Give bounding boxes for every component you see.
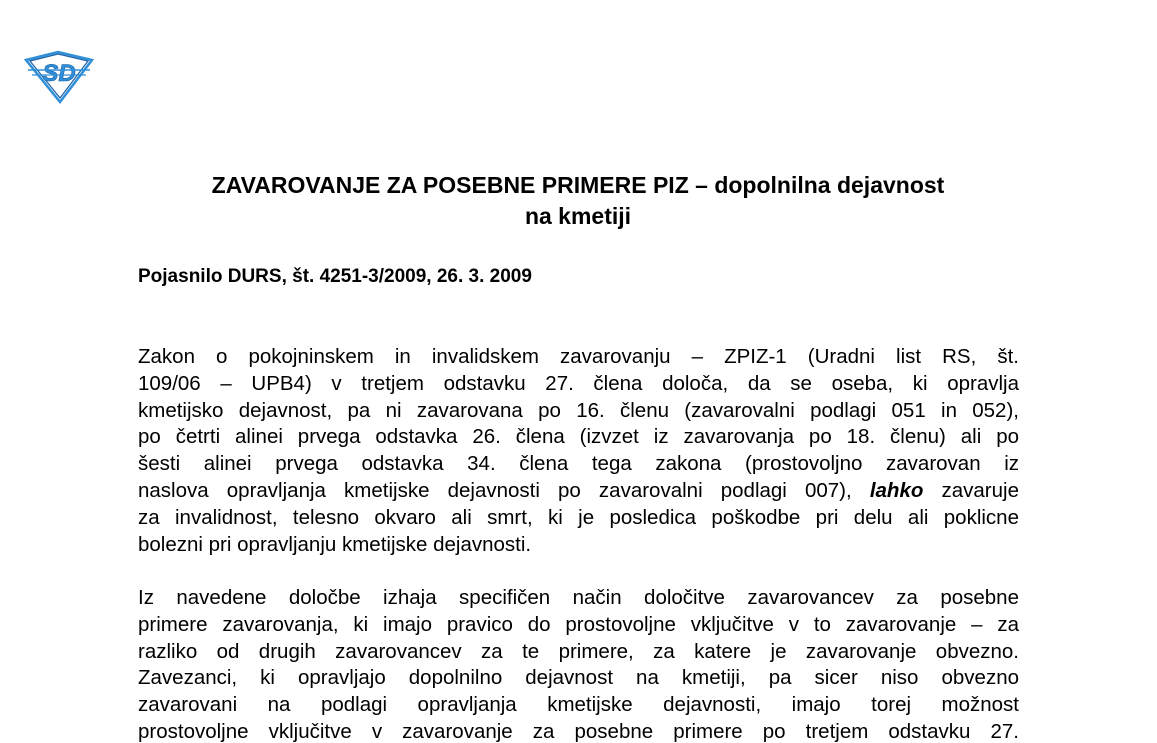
document-subtitle: Pojasnilo DURS, št. 4251-3/2009, 26. 3. 2009 — [138, 266, 532, 287]
line-text-after: zavaruje — [941, 478, 1019, 502]
paragraph-line: po četrti alinei prvega odstavka 26. člena (izvzet iz zavarovanja po 18. členu) ali po — [138, 425, 1019, 449]
title-line-1: ZAVAROVANJE ZA POSEBNE PRIMERE PIZ – dopolnilna dejavnost — [211, 172, 945, 198]
paragraph-line: kmetijsko dejavnost, pa ni zavarovana po 16. členu (zavarovalni podlagi 051 in 052), — [138, 398, 1019, 422]
line-text-before: naslova opravljanja kmetijske dejavnosti po zavarovalni podlagi 007), — [138, 478, 852, 502]
paragraph-line: šesti alinei prvega odstavka 34. člena tega zakona (prostovoljno zavarovan iz — [138, 452, 1019, 476]
paragraph-line: Zavezanci, ki opravljajo dopolnilno dejavnost na kmetiji, pa sicer niso obvezno — [138, 666, 1019, 690]
paragraph-line: razliko od drugih zavarovancev za te primere, za katere je zavarovanje obvezno. — [138, 639, 1019, 663]
paragraph-line: prostovoljne vključitve v zavarovanje za posebne primere po tretjem odstavku 27. — [138, 719, 1019, 743]
document-title — [138, 170, 1018, 232]
paragraph-line: 109/06 – UPB4) v tretjem odstavku 27. člena določa, da se oseba, ki opravlja — [138, 371, 1019, 395]
paragraph-line: primere zavarovanja, ki imajo pravico do prostovoljne vključitve v to zavarovanje – za — [138, 612, 1019, 636]
paragraph-line: Iz navedene določbe izhaja specifičen način določitve zavarovancev za posebne — [138, 586, 1019, 609]
paragraph-1 — [138, 344, 1019, 558]
sd-shield-logo-icon — [22, 50, 96, 104]
logo-letters: SD — [42, 60, 76, 87]
paragraph-line: Zakon o pokojninskem in invalidskem zavarovanju – ZPIZ-1 (Uradni list RS, št. — [138, 345, 1019, 368]
paragraph-line: zavarovani na podlagi opravljanja kmetijske dejavnosti, imajo torej možnost — [138, 693, 1019, 717]
paragraph-line: bolezni pri opravljanju kmetijske dejavnosti. — [138, 532, 532, 556]
title-line-2: na kmetiji — [524, 203, 632, 229]
paragraph-line: za invalidnost, telesno okvaro ali smrt, ki je posledica poškodbe pri delu ali poklicne — [138, 505, 1019, 529]
paragraph-2 — [138, 585, 1019, 743]
emphasized-word: lahko — [869, 478, 924, 502]
paragraph-line-emphasis — [138, 478, 1019, 505]
company-logo — [22, 50, 96, 104]
